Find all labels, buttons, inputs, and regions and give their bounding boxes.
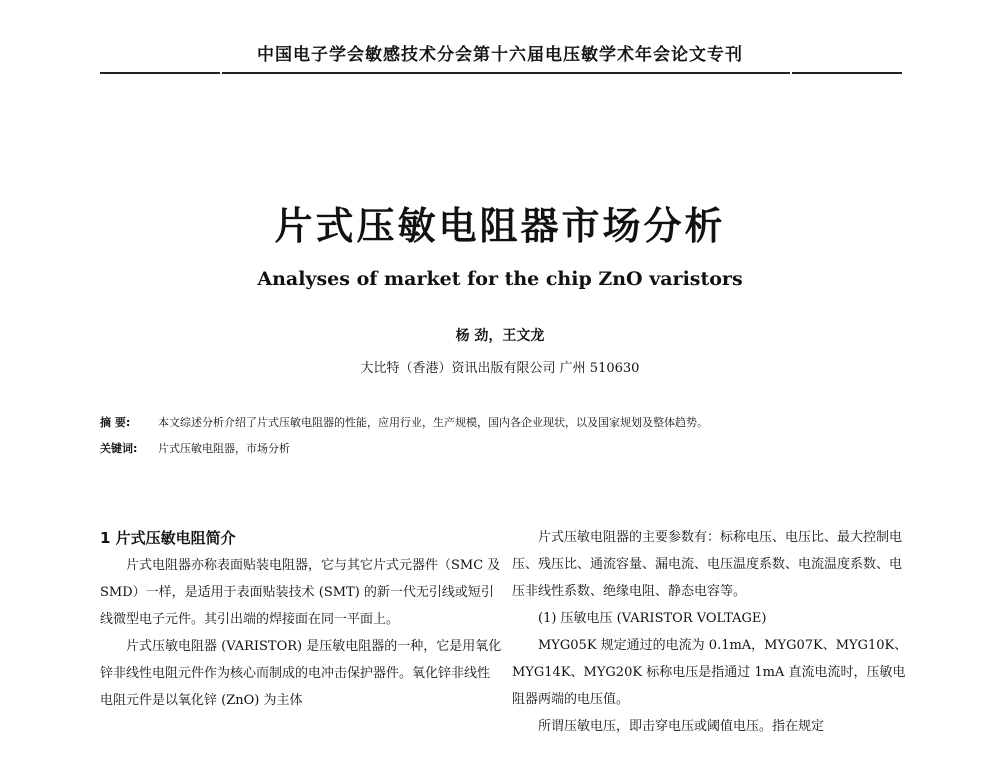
abstract-text: 本文综述分析介绍了片式压敏电阻器的性能，应用行业，生产规模，国内各企业现状，以及国家规划及整体趋势。 <box>158 416 708 429</box>
section-heading: 1 片式压敏电阻简介 <box>100 529 236 547</box>
left-column <box>100 524 502 714</box>
header-rule <box>222 72 790 74</box>
paragraph: 片式压敏电阻器的主要参数有：标称电压、电压比、最大控制电压、残压比、通流容量、漏电流、电压温度系数、电流温度系数、电压非线性系数、绝缘电阻、静态电容等。 <box>512 530 903 599</box>
keywords-text: 片式压敏电阻器，市场分析 <box>158 442 290 455</box>
paper-title-chinese: 片式压敏电阻器市场分析 <box>274 204 726 248</box>
keywords <box>100 440 900 456</box>
paragraph: 片式电阻器亦称表面贴装电阻器，它与其它片式元器件（SMC 及 SMD）一样，是适用于表面贴装技术 (SMT) 的新一代无引线或短引线微型电子元件。其引出端的焊接面在同一平面上。 <box>100 558 501 627</box>
header-rule <box>100 72 220 74</box>
abstract <box>100 414 900 430</box>
journal-header: 中国电子学会敏感技术分会第十六届电压敏学术年会论文专刊 <box>257 45 743 65</box>
header-rule <box>792 72 902 74</box>
subheading: (1) 压敏电压 (VARISTOR VOLTAGE) <box>538 611 767 626</box>
paragraph: MYG05K 规定通过的电流为 0.1mA，MYG07K、MYG10K、MYG14K、MYG20K 标称电压是指通过 1mA 直流电流时，压敏电阻器两端的电压值。 <box>512 638 908 707</box>
paper-title-english: Analyses of market for the chip ZnO varistors <box>257 268 743 290</box>
paragraph: 片式压敏电阻器 (VARISTOR) 是压敏电阻器的一种，它是用氧化锌非线性电阻元件作为核心而制成的电冲击保护器件。氧化锌非线性电阻元件是以氧化锌 (ZnO) 为主体 <box>100 639 502 708</box>
affiliation: 大比特（香港）资讯出版有限公司 广州 510630 <box>360 361 640 376</box>
authors: 杨 劲，王文龙 <box>455 328 545 344</box>
paragraph: 所谓压敏电压，即击穿电压或阈值电压。指在规定 <box>538 719 825 734</box>
keywords-label: 关键词: <box>100 442 138 455</box>
right-column <box>512 524 914 740</box>
abstract-label: 摘 要: <box>100 416 131 429</box>
